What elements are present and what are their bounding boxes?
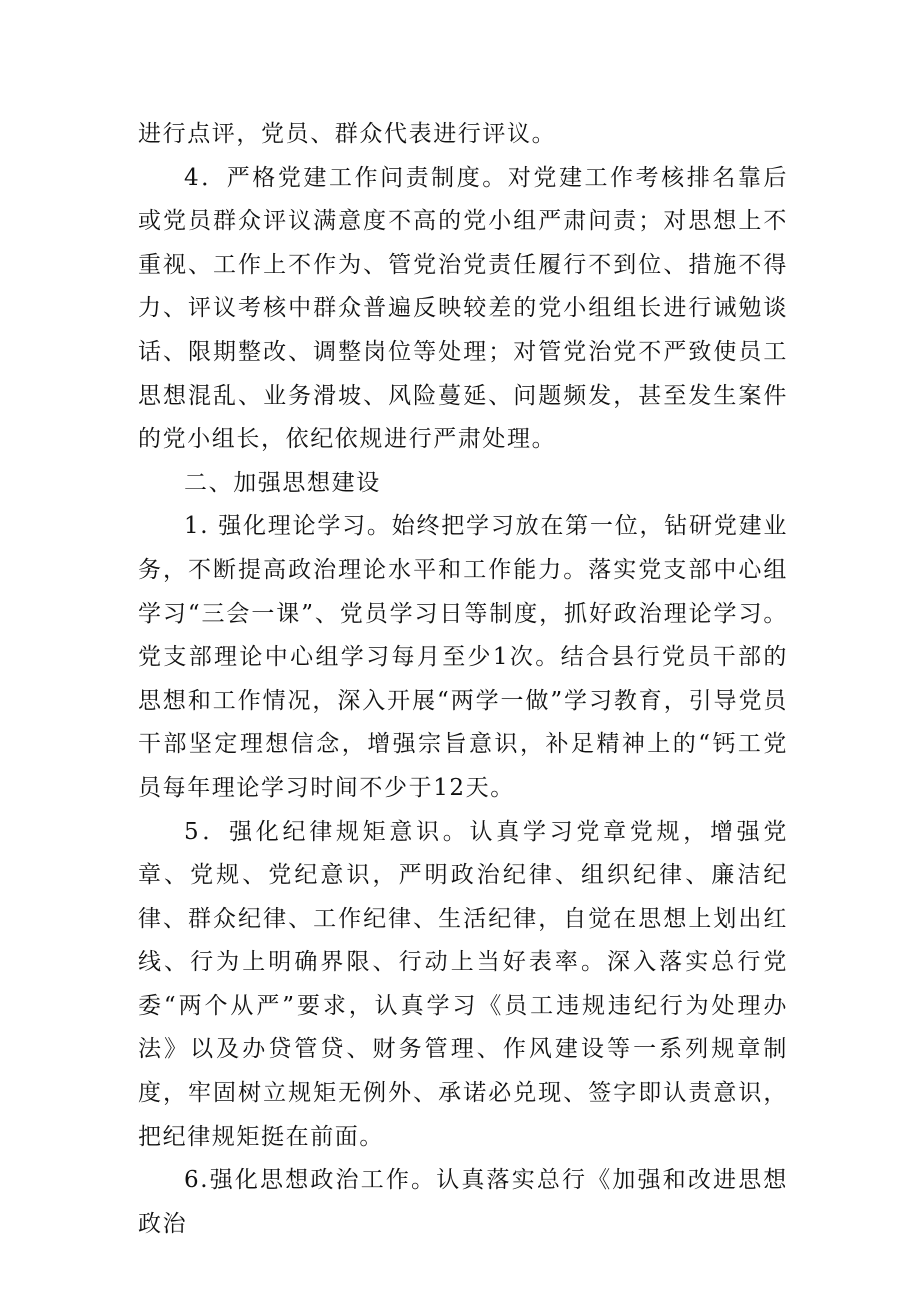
paragraph-discipline: 5．强化纪律规矩意识。认真学习党章党规，增强党章、党规、党纪意识，严明政治纪律、组织纪律、廉洁纪律、群众纪律、工作纪律、生活纪律，自觉在思想上划出红线、行为上明确界限、行动上当好表率。深入落实总行党委“两个从严”要求，认真学习《员工违规违纪行为处理办法》以及办贷管贷、财务管理、作风建设等一系列规章制度，牢固树立规矩无例外、承诺必兑现、签字即认责意识，把纪律规矩挺在前面。 xyxy=(138,818,788,1150)
paragraph-theory-study: 1. 强化理论学习。始终把学习放在第一位，钻研党建业务，不断提高政治理论水平和工作能力。落实党支部中心组学习“三会一课”、党员学习日等制度，抓好政治理论学习。党支部理论中心组学习每月至少1次。结合县行党员干部的思想和工作情况，深入开展“两学一做”学习教育，引导党员干部坚定理想信念，增强宗旨意识，补足精神上的“钙工党员每年理论学习时间不少于12天。 xyxy=(138,513,788,801)
paragraph-continuation: 进行点评，党员、群众代表进行评议。 xyxy=(138,121,557,147)
paragraph-political-work: 6.强化思想政治工作。认真落实总行《加强和改进思想政治 xyxy=(138,1167,788,1237)
section-heading-ideology: 二、加强思想建设 xyxy=(184,469,381,496)
document-body xyxy=(138,113,788,1246)
paragraph-accountability: 4．严格党建工作问责制度。对党建工作考核排名靠后或党员群众评议满意度不高的党小组严肃问责；对思想上不重视、工作上不作为、管党治党责任履行不到位、措施不得力、评议考核中群众普遍反映较差的党小组组长进行诫勉谈话、限期整改、调整岗位等处理；对管党治党不严致使员工思想混乱、业务滑坡、风险蔓延、问题频发，甚至发生案件的党小组长，依纪依规进行严肃处理。 xyxy=(138,164,788,453)
